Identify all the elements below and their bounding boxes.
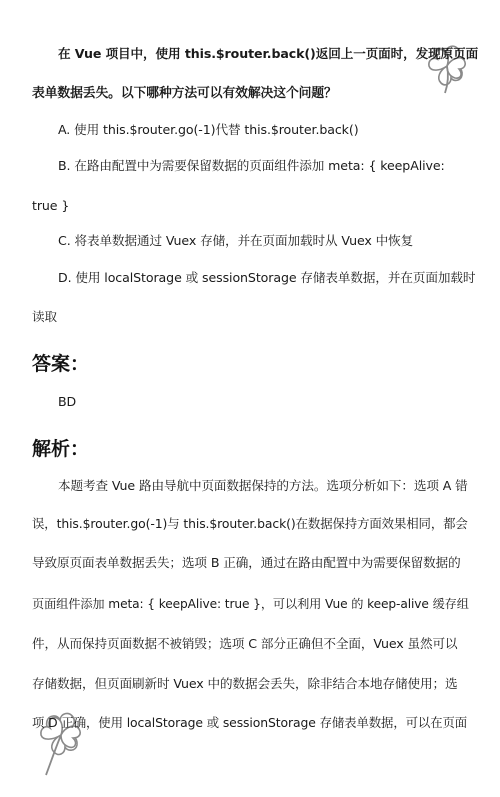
analysis-line: 导致原页面表单数据丢失；选项 B 正确，通过在路由配置中为需要保留数据的 xyxy=(32,555,461,570)
analysis-heading: 解析： xyxy=(32,438,90,460)
option-a: A. 使用 this.$router.go(-1)代替 this.$router.back() xyxy=(58,122,359,137)
option-b: B. 在路由配置中为需要保留数据的页面组件添加 meta: { keepAlive: xyxy=(58,158,445,173)
question-line: 表单数据丢失。以下哪种方法可以有效解决这个问题？ xyxy=(32,86,337,101)
analysis-line: 项 D 正确，使用 localStorage 或 sessionStorage 存储表单数据，可以在页面 xyxy=(32,715,468,730)
option-c: C. 将表单数据通过 Vuex 存储，并在页面加载时从 Vuex 中恢复 xyxy=(58,233,414,248)
option-b-continued: true } xyxy=(32,198,70,213)
option-d: D. 使用 localStorage 或 sessionStorage 存储表单数据，并在页面加载时 xyxy=(58,270,476,285)
analysis-line: 件，从而保持页面数据不被销毁；选项 C 部分正确但不全面，Vuex 虽然可以 xyxy=(32,636,458,651)
analysis-line: 误，this.$router.go(-1)与 this.$router.back()在数据保持方面效果相同，都会 xyxy=(32,516,468,531)
answer-heading: 答案： xyxy=(32,353,90,375)
analysis-line: 存储数据，但页面刷新时 Vuex 中的数据会丢失，除非结合本地存储使用；选 xyxy=(32,676,458,691)
option-d-continued: 读取 xyxy=(32,309,57,324)
analysis-line: 页面组件添加 meta: { keepAlive: true }，可以利用 Vue 的 keep-alive 缓存组 xyxy=(32,597,469,611)
analysis-line: 本题考查 Vue 路由导航中页面数据保持的方法。选项分析如下：选项 A 错 xyxy=(58,478,468,493)
question-line: 在 Vue 项目中，使用 this.$router.back()返回上一页面时，发现原页面 xyxy=(58,46,479,61)
answer-value: BD xyxy=(58,394,77,409)
